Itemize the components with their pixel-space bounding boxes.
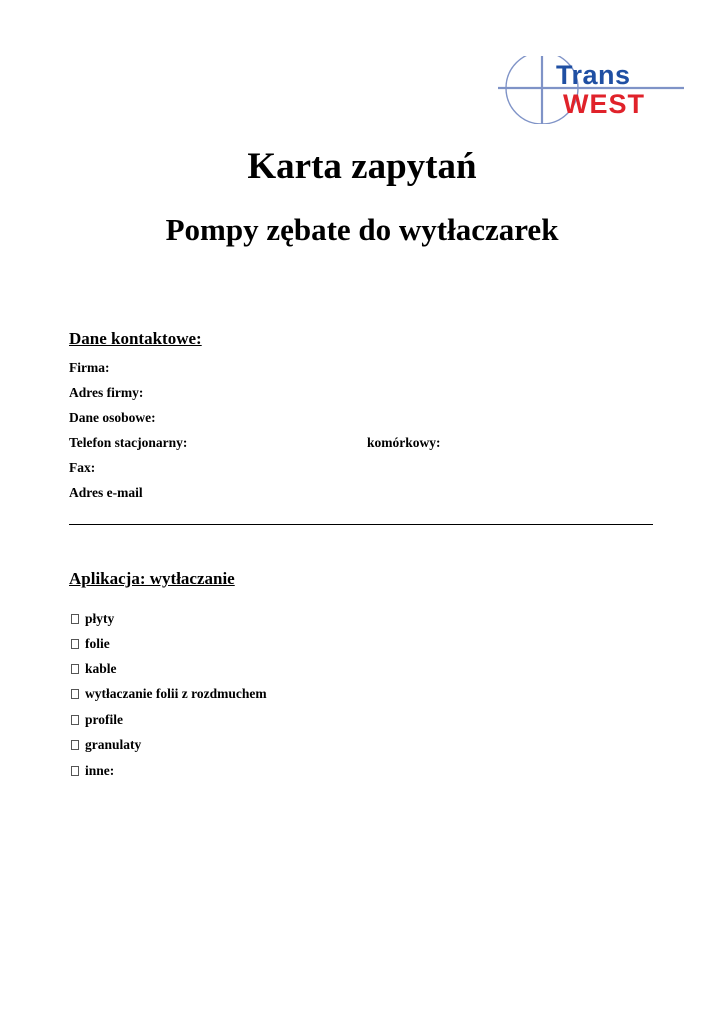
checkbox-icon[interactable]	[71, 715, 79, 725]
checkbox-icon[interactable]	[71, 639, 79, 649]
option-label: inne:	[85, 763, 115, 778]
mobile-phone-label: komórkowy:	[367, 435, 441, 450]
option-other[interactable]	[69, 762, 114, 780]
option-label: folie	[85, 636, 110, 651]
option-profiles[interactable]	[69, 711, 123, 729]
option-label: kable	[85, 661, 117, 676]
option-plates[interactable]	[69, 610, 114, 628]
option-cables[interactable]	[69, 660, 117, 678]
option-label: granulaty	[85, 737, 142, 752]
logo-text-trans: Trans	[556, 60, 631, 90]
checkbox-icon[interactable]	[71, 614, 79, 624]
fax-label: Fax:	[69, 460, 96, 475]
company-address-label: Adres firmy:	[69, 385, 144, 400]
personal-data-label: Dane osobowe:	[69, 410, 156, 425]
company-label: Firma:	[69, 360, 110, 375]
logo-text-west: WEST	[563, 89, 645, 119]
option-blown-film[interactable]	[69, 685, 267, 703]
application-section-heading: Aplikacja: wytłaczanie	[69, 569, 235, 588]
option-granulates[interactable]	[69, 736, 141, 754]
landline-phone-label: Telefon stacjonarny:	[69, 435, 188, 450]
checkbox-icon[interactable]	[71, 689, 79, 699]
page-subtitle: Pompy zębate do wytłaczarek	[165, 212, 559, 247]
email-label: Adres e-mail	[69, 485, 143, 500]
option-films[interactable]	[69, 635, 110, 653]
section-divider	[69, 524, 653, 525]
checkbox-icon[interactable]	[71, 664, 79, 674]
option-label: płyty	[85, 611, 115, 626]
trans-west-logo	[498, 56, 688, 124]
checkbox-icon[interactable]	[71, 766, 79, 776]
page-title: Karta zapytań	[247, 146, 477, 187]
option-label: profile	[85, 712, 123, 727]
option-label: wytłaczanie folii z rozdmuchem	[85, 686, 267, 701]
checkbox-icon[interactable]	[71, 740, 79, 750]
contact-section-heading: Dane kontaktowe:	[69, 329, 202, 348]
